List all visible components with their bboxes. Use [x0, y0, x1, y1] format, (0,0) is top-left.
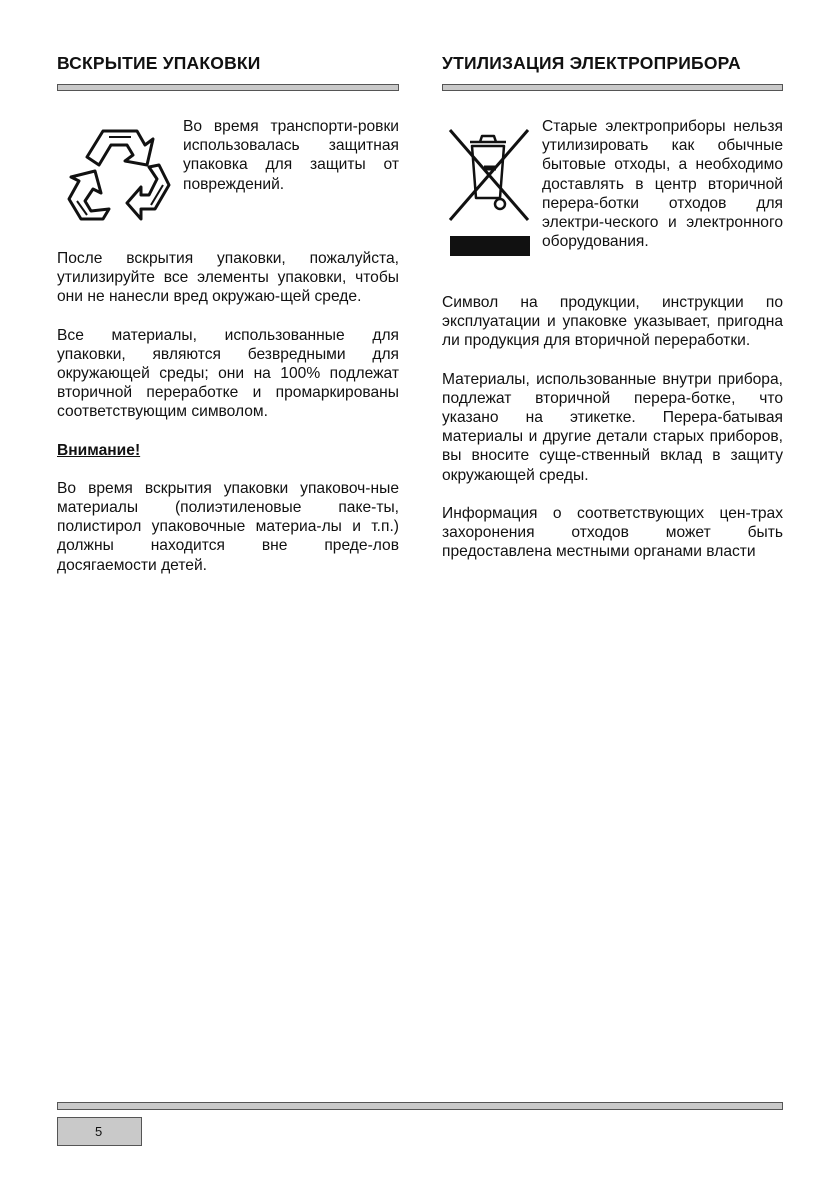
paragraph: Информация о соответствующих цен-трах захоронения отходов может быть предоставлена местными органами власти [442, 504, 783, 561]
paragraph: Символ на продукции, инструкции по эксплуатации и упаковке указывает, пригодна ли продукция для вторичной переработки. [442, 294, 783, 350]
heading-divider [442, 84, 783, 91]
heading-divider [57, 84, 399, 91]
section-heading-disposal: УТИЛИЗАЦИЯ ЭЛЕКТРОПРИБОРА [442, 53, 741, 73]
attention-heading: Внимание! [57, 441, 141, 459]
intro-text: Старые электроприборы нельзя утилизировать как обычные бытовые отходы, а необходимо доставлять в центр вторичной перера-ботки отходов для электри-ческого и электронного оборудования. [542, 118, 783, 251]
intro-block [442, 118, 783, 269]
left-column [57, 52, 399, 594]
intro-block [57, 118, 399, 229]
section-heading-unpacking: ВСКРЫТИЕ УПАКОВКИ [57, 53, 261, 73]
crossed-bin-icon [444, 124, 534, 269]
paragraph: Все материалы, использованные для упаковки, являются безвредными для окружающей среды; они на 100% подлежат вторичной переработке и промаркированы соответствующим символом. [57, 326, 399, 421]
paragraph: Материалы, использованные внутри прибора, подлежат вторичной перера-ботке, что указано на этикетке. Перера-батывая материалы и другие детали старых приборов, вы вносите суще-ственный вклад в защиту окружающей среды. [442, 370, 783, 484]
page-number: 5 [57, 1117, 142, 1146]
recycle-icon [63, 121, 173, 229]
footer-divider [57, 1102, 783, 1110]
paragraph: Во время вскрытия упаковки упаковоч-ные материалы (полиэтиленовые паке-ты, полистирол упаковочные материа-лы и т.п.) должны находится вне преде-лов досягаемости детей. [57, 479, 399, 574]
right-column [442, 52, 783, 580]
paragraph: После вскрытия упаковки, пожалуйста, утилизируйте все элементы упаковки, чтобы они не нанесли вред окружаю-щей среде. [57, 250, 399, 306]
intro-text: Во время транспорти-ровки использовалась защитная упаковка для защиты от повреждений. [183, 118, 399, 193]
